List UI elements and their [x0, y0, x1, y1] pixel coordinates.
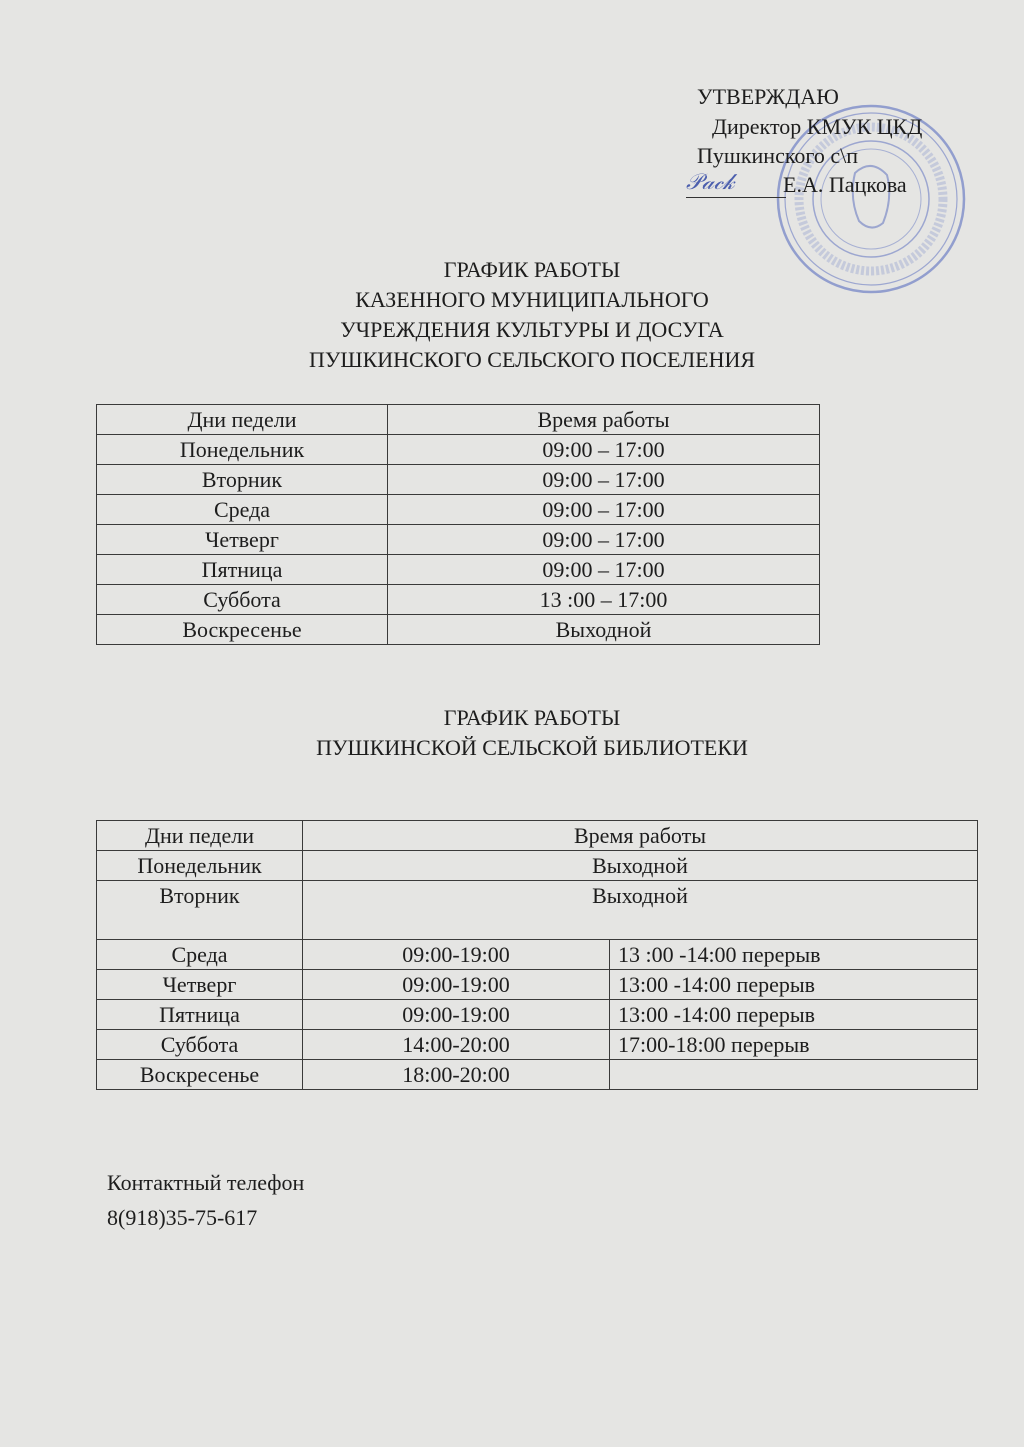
hours-cell: Выходной [303, 881, 978, 940]
day-cell: Четверг [97, 525, 388, 555]
hours-cell: 14:00-20:00 [303, 1030, 610, 1060]
day-cell: Воскресенье [97, 615, 388, 645]
day-cell: Четверг [97, 970, 303, 1000]
day-cell: Воскресенье [97, 1060, 303, 1090]
break-cell: 13:00 -14:00 перерыв [610, 970, 978, 1000]
table-row [97, 555, 820, 585]
section1-title [0, 255, 1024, 375]
approval-heading: УТВЕРЖДАЮ [697, 84, 839, 109]
day-cell: Понедельник [97, 851, 303, 881]
header-hours: Время работы [303, 821, 978, 851]
table-row [97, 585, 820, 615]
hours-cell: 09:00-19:00 [303, 1000, 610, 1030]
title-line: ГРАФИК РАБОТЫ [443, 257, 621, 282]
signature: 𝒫𝒶𝒸𝓀 [686, 170, 786, 198]
title-line: КАЗЕННОГО МУНИЦИПАЛЬНОГО [355, 287, 709, 312]
contact-phone: 8(918)35-75-617 [107, 1205, 258, 1230]
section2-title [0, 703, 1024, 763]
contact-label: Контактный телефон [107, 1170, 305, 1195]
hours-cell: 09:00 – 17:00 [388, 525, 820, 555]
day-cell: Суббота [97, 1030, 303, 1060]
table-row [97, 1000, 978, 1030]
table-row [97, 495, 820, 525]
day-cell: Вторник [97, 465, 388, 495]
day-cell: Понедельник [97, 435, 388, 465]
day-cell: Среда [97, 940, 303, 970]
hours-cell: 09:00 – 17:00 [388, 435, 820, 465]
hours-cell: 09:00 – 17:00 [388, 495, 820, 525]
table-row [97, 881, 978, 940]
day-cell: Пятница [97, 1000, 303, 1030]
hours-cell: Выходной [303, 851, 978, 881]
table-header-row [97, 821, 978, 851]
hours-cell: Выходной [388, 615, 820, 645]
center-schedule-table [96, 404, 820, 645]
table-row [97, 851, 978, 881]
table-row [97, 970, 978, 1000]
hours-cell: 09:00 – 17:00 [388, 465, 820, 495]
hours-cell: 09:00-19:00 [303, 970, 610, 1000]
table-row [97, 435, 820, 465]
day-cell: Суббота [97, 585, 388, 615]
break-cell: 13:00 -14:00 перерыв [610, 1000, 978, 1030]
break-cell [610, 1060, 978, 1090]
table-row [97, 615, 820, 645]
header-days: Дни педели [97, 405, 388, 435]
day-cell: Пятница [97, 555, 388, 585]
table-row [97, 940, 978, 970]
break-cell: 17:00-18:00 перерыв [610, 1030, 978, 1060]
header-hours: Время работы [388, 405, 820, 435]
approval-name: Е.А. Пацкова [783, 172, 907, 197]
approval-organization: Пушкинского с\п [697, 143, 859, 168]
approval-position: Директор КМУК ЦКД [712, 114, 923, 139]
title-line: ГРАФИК РАБОТЫ [443, 705, 621, 730]
table-row [97, 1030, 978, 1060]
hours-cell: 09:00 – 17:00 [388, 555, 820, 585]
day-cell: Вторник [97, 881, 303, 940]
day-cell: Среда [97, 495, 388, 525]
table-header-row [97, 405, 820, 435]
break-cell: 13 :00 -14:00 перерыв [610, 940, 978, 970]
hours-cell: 09:00-19:00 [303, 940, 610, 970]
table-row [97, 1060, 978, 1090]
table-row [97, 465, 820, 495]
title-line: ПУШКИНСКОЙ СЕЛЬСКОЙ БИБЛИОТЕКИ [316, 735, 748, 760]
hours-cell: 18:00-20:00 [303, 1060, 610, 1090]
table-row [97, 525, 820, 555]
title-line: ПУШКИНСКОГО СЕЛЬСКОГО ПОСЕЛЕНИЯ [308, 347, 756, 372]
hours-cell: 13 :00 – 17:00 [388, 585, 820, 615]
title-line: УЧРЕЖДЕНИЯ КУЛЬТУРЫ И ДОСУГА [340, 317, 724, 342]
library-schedule-table [96, 820, 978, 1090]
header-days: Дни педели [97, 821, 303, 851]
